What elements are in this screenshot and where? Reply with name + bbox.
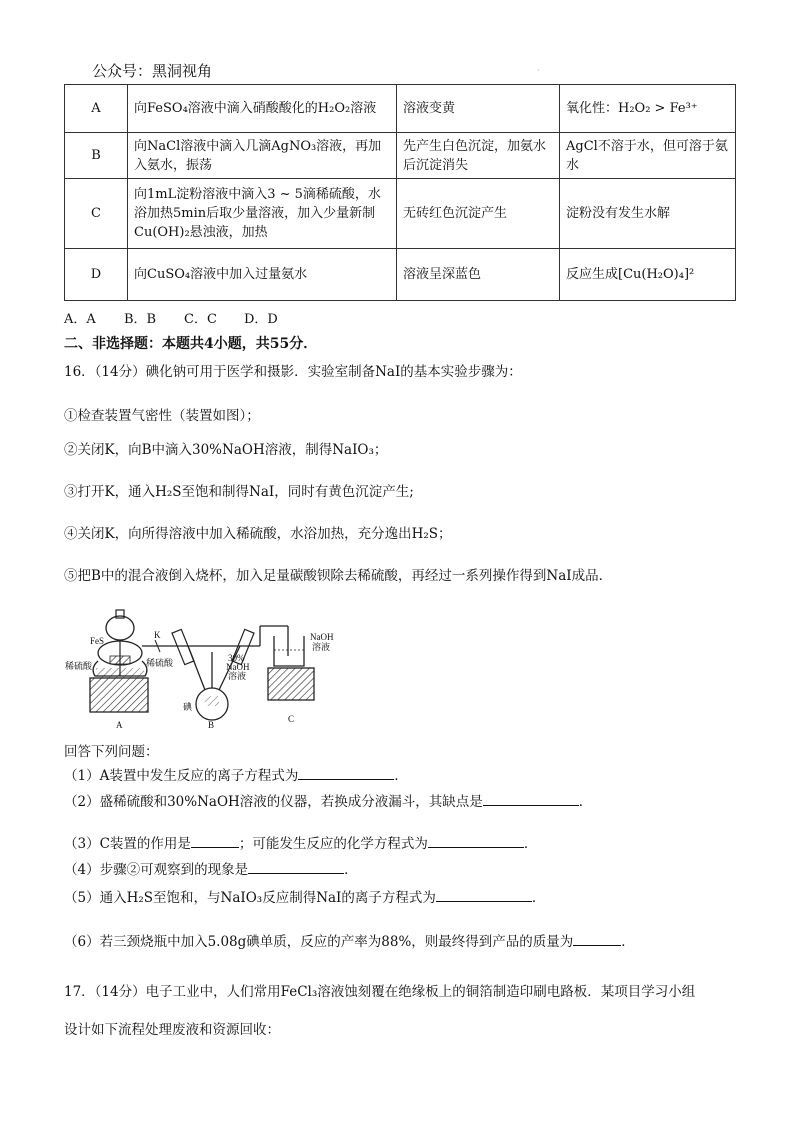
label-c: C [288,714,295,724]
q16-sub-4: （4）步骤②可观察到的现象是 ． [64,858,358,878]
label-k: K [154,630,161,640]
q16-sub-6: （6）若三颈烧瓶中加入5.08g碘单质，反应的产率为88%，则最终得到产品的质量为 ． [64,930,635,950]
q16-step-1: ①检查装置气密性（装置如图）； [64,408,260,424]
phenomenon-cell: 溶液呈深蓝色 [397,249,560,301]
svg-text:NaOH: NaOH [226,662,250,672]
answer-blank[interactable] [298,765,394,780]
q16-step-4: ④关闭K，向所得溶液中加入稀硫酸，水浴加热，充分逸出H₂S； [64,526,452,542]
answer-blank[interactable] [191,833,239,848]
q16-sub-3: （3）C装置的作用是 ；可能发生反应的化学方程式为 ． [64,832,537,852]
apparatus-c [268,626,314,700]
option-row-d: D 向CuSO₄溶液中加入过量氨水 溶液呈深蓝色 反应生成[Cu(H₂O)₄]² [65,249,736,301]
answer-blank[interactable] [248,859,344,874]
label-a: A [116,720,123,730]
choice-c[interactable]: C．C [184,312,217,327]
answer-choices [64,308,304,327]
answer-blank[interactable] [573,931,621,946]
label-b: B [208,720,215,730]
conclusion-cell: 氧化性：H₂O₂ > Fe³⁺ [560,85,736,133]
svg-text:溶液: 溶液 [312,642,331,652]
option-row-c: C 向1mL淀粉溶液中滴入3 ~ 5滴稀硫酸，水浴加热5min后取少量溶液，加入少量新制Cu(OH)₂悬浊液，加热 无砖红色沉淀产生 淀粉没有发生水解 [65,179,736,249]
operation-cell: 向NaCl溶液中滴入几滴AgNO₃溶液，再加入氨水，振荡 [128,133,397,179]
q17-line-2: 设计如下流程处理废液和资源回收： [64,1022,280,1038]
q16-ask: 回答下列问题： [64,744,159,760]
label-iodine: 碘 [183,702,193,712]
operation-cell: 向1mL淀粉溶液中滴入3 ~ 5滴稀硫酸，水浴加热5min后取少量溶液，加入少量新制Cu(OH)₂悬浊液，加热 [128,179,397,249]
q16-sub-5: （5）通入H₂S至饱和，与NaIO₃反应制得NaI的离子方程式为 ． [64,886,545,906]
q17-line-1: 17．（14分）电子工业中，人们常用FeCl₃溶液蚀刻覆在绝缘板上的铜箔制造印刷电路板．某项目学习小组 [64,984,696,1000]
apparatus-diagram [60,606,350,731]
section-heading: 二、非选择题：本题共4小题，共55分． [64,336,318,352]
label-naoh-c: NaOH [310,632,334,642]
label-acid-b: 稀硫酸 [146,658,174,668]
operation-cell: 向FeSO₄溶液中滴入硝酸酸化的H₂O₂溶液 [128,85,397,133]
conclusion-cell: 淀粉没有发生水解 [560,179,736,249]
operation-cell: 向CuSO₄溶液中加入过量氨水 [128,249,397,301]
choice-b[interactable]: B．B [124,312,157,327]
svg-text:溶液: 溶液 [228,671,247,681]
option-row-b: B 向NaCl溶液中滴入几滴AgNO₃溶液，再加入氨水，振荡 先产生白色沉淀，加氨水后沉淀消失 AgCl不溶于水，但可溶于氨水 [65,133,736,179]
answer-blank[interactable] [428,833,524,848]
phenomenon-cell: 溶液变黄 [397,85,560,133]
q16-step-5: ⑤把B中的混合液倒入烧杯，加入足量碳酸钡除去稀硫酸，再经过一系列操作得到NaI成品． [64,568,613,584]
choice-d[interactable]: D．D [244,312,278,327]
options-table [64,84,736,301]
watermark: 公众号：黑洞视角 [92,62,213,80]
label-fes: FeS [90,636,105,646]
label-naoh-30: 30% [228,653,245,663]
phenomenon-cell: 先产生白色沉淀，加氨水后沉淀消失 [397,133,560,179]
conclusion-cell: AgCl不溶于水，但可溶于氨水 [560,133,736,179]
answer-blank[interactable] [436,887,532,902]
choice-a[interactable]: A．A [64,312,96,327]
option-row-a: A 向FeSO₄溶液中滴入硝酸酸化的H₂O₂溶液 溶液变黄 氧化性：H₂O₂ > Fe³⁺ [65,85,736,133]
q16-sub-1: （1）A装置中发生反应的离子方程式为 ． [64,764,408,784]
phenomenon-cell: 无砖红色沉淀产生 [397,179,560,249]
q16-sub-2: （2）盛稀硫酸和30%NaOH溶液的仪器，若换成分液漏斗，其缺点是 ． [64,790,592,810]
q16-step-3: ③打开K，通入H₂S至饱和制得NaI，同时有黄色沉淀产生; [64,484,414,500]
label-acid-a: 稀硫酸 [65,661,93,671]
conclusion-cell: 反应生成[Cu(H₂O)₄]² [560,249,736,301]
q16-intro: 16．（14分）碘化钠可用于医学和摄影．实验室制备NaI的基本实验步骤为： [64,364,522,380]
answer-blank[interactable] [483,791,579,806]
q16-step-2: ②关闭K，向B中滴入30%NaOH溶液，制得NaIO₃； [64,442,388,458]
